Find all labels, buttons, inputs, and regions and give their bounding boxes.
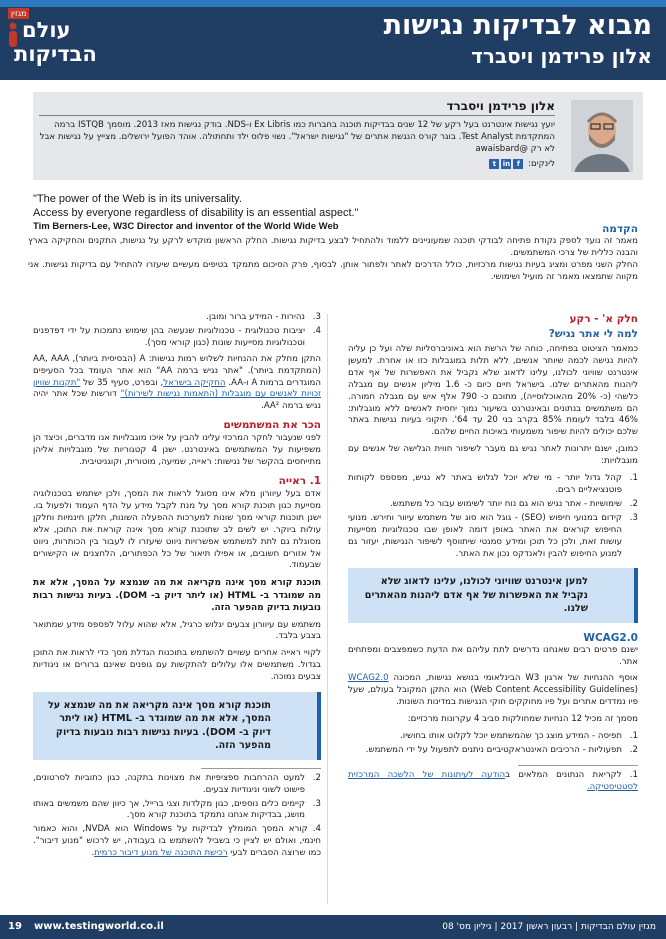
article-header <box>0 0 666 80</box>
quote-line-2: Access by everyone regardless of disability is an essential aspect." <box>33 207 359 219</box>
israel-law-link[interactable]: החקיקה בישראל <box>163 377 226 388</box>
quote-mark-icon <box>277 698 307 732</box>
vision-paragraph-3: לקויי ראייה אחרים עשויים להשתמש בתוכנות הגדלת מסך כדי לראות את התוכן בגדול. משתמשים אלו עלולים להתקשות עם גופנים שאינם ברורים או ניגודיות צבעים נמוכה. <box>33 648 321 683</box>
vision-heading: 1. ראייה <box>278 474 321 487</box>
introduction-section <box>28 222 638 284</box>
pull-quote-callout <box>348 568 638 622</box>
logo-magazine-tag: מגזין <box>8 8 29 19</box>
wcag-paragraph-1: ישנם פרטים רבים שאנחנו נדרשים לתת עליהם את הדעת כשמפצבים ומפתחים אתר. <box>348 644 638 667</box>
background-paragraph-1: כמאמר הציטוט בפתיחה, כוחה של הרשת הוא באוניברסליות שלה ועל כן עליה להיות נגישה לכמה שיותר אנשים, ללא תלות במוגבלות כזו או אחרת. למעשן אינטרנט שוויוני לכולנו, עלינו לדאוג שלא נקביל את האפשרות של אף אדם ליהנות מהאתרים שלנו. בישראל חיים כיום כ- 1.6 מיליון אנשים עם מגבלה כלשהי (כ- 20% מהאוכלוסייה), מתוכם כ- 790 אלף איש עם מגבלה חמורה. הם משתמשים בנתונים ובאינטרנט בשיעור נמוך יחסית לאנשים ללא מוגבלות: 46% בלבד לעומת 85% בקרב בני 20 עד 64'. תיקוני בעיות נגישות באתר שלכם יכולים להיות שיפור משמעותי באיכות החיים שלהם. <box>348 344 639 438</box>
author-portrait-icon <box>571 100 633 172</box>
callout-text: תוכנת קורא מסך אינה מקריאה את מה שנמצא על המסך, אלא את מה שמוגדר ב- HTML (או ליתר דיוק ב- DOM). בעיות נגישות רבות נובעות בדיוק מהפער הזה. <box>47 700 271 752</box>
list-item: 3. קידום במנועי חיפוש (SEO) - גוגל הוא סוג של משתמש עיוור וחירש. מנועי החיפוש קוראים את האתר באופן דומה לאופן שבו טכנולוגיות מסייעות עושות זאת, ולכן כל תוכן ומידע סמנטי שיתווסף לשיפור הנגישות, יעזור גם למנוע החיפוש להבין ולאנדקס נכון את האתר. <box>348 512 638 559</box>
page-number: 19 <box>8 921 22 932</box>
column-divider <box>327 314 328 904</box>
principles-list-continued <box>33 312 321 350</box>
vision-paragraph-2: משתמש עם עיוורון צבעים יגלוש כרגיל, אלא שהוא עלול לפספס מידע שמתואר בצבע בלבד. <box>33 619 321 642</box>
page-footer <box>0 915 666 939</box>
footnote-3: 3. קיימים כלים נוספים, כגון מקלדות וצגי ברייל, אך כיוון שהם משמשים באותו מושג, בבדיקות אנחנו נתמקד בתוכנת קורא מסך. <box>33 798 321 821</box>
wcag-link[interactable]: WCAG2.0 <box>348 673 389 684</box>
list-item: 2. תפעוליות - הרכיבים האינטראקטיביים ניתנים לתפעול על ידי המשתמש. <box>365 744 638 755</box>
wcag-heading: WCAG2.0 <box>583 631 638 644</box>
logo-line-2: הבדיקות <box>14 42 97 66</box>
footnote-link[interactable]: הודעה לעיתונות של הלשכה המרכזית לסטטיסטיקה. <box>348 769 638 792</box>
footnote-1: 1. לקריאת הנתונים המלאים בהודעה לעיתונות של הלשכה המרכזית לסטטיסטיקה. <box>348 769 638 792</box>
list-item: 1. תפיסה - המידע מוצג כך שהמשתמש יוכל לקלוט אותו בחושיו. <box>400 731 638 742</box>
levels-paragraph: התקן מחלק את ההנחיות לשלוש רמות נגישות: A (הבסיסית ביותר), AA, AAA (המתקדמת ביותר). "אתר נגיש ברמה AA" הוא אתר העומד בכל הסעיפים המוגדרים ברמות A ו-AA. החקיקה בישראל, ובפרט, סעיף 35 של "תקנות שוויון זכויות לאנשים עם מוגבלות (התאמות נגישות לשירות)" דורשות שכל אתר יהיה נגיש ברמה AA². <box>33 353 322 412</box>
list-item: 4. יציבות טכנולוגית - טכנולוגיות שנעשה בהן שימוש נתמכות על ידי דפדפנים וטכנולוגיות מסייעות שונות (כגון קוראי מסך). <box>33 325 321 348</box>
list-item: 3. נהירות - המידע ברור ומובן. <box>206 312 321 322</box>
magazine-logo[interactable] <box>4 6 96 74</box>
benefits-list <box>348 473 638 560</box>
left-column <box>33 312 321 865</box>
vision-bold-paragraph: תוכנת קורא מסך אינה מקריאה את מה שנמצא על המסך, אלא את מה שמוגדר ב- HTML (או ליתר דיוק ב- DOM). בעיות נגישות רבות נובעות בדיוק מהפער הזה. <box>33 578 322 614</box>
users-paragraph: לפני שנעבור לחקר המרכזי עלינו להבין על איכו מוגבלויות אנו מדברים, וכיצד הן משפיעות על המשתמשים באינטרנט. ישנן 4 קטגוריות של מוגבלויות אליהן מתייחסים בהקשר של נגישות: ראייה, שמיעה, מוטורית, וקוגניטיבית. <box>33 433 322 468</box>
header-accent-strip <box>0 0 666 7</box>
linkedin-icon[interactable]: in <box>502 159 511 168</box>
wcag-paragraph-2: אוסף ההנחיות של ארגון W3 הבינלאומי בנושא נגישות, המכונה WCAG2.0 (Web Content Accessibility Guidelines) הוא התקן המקובל בעולם, שעל פיו נמדדים אתרים ועל פיו מחוקקים חוקי הנגישות במדינות השונות. <box>348 673 639 708</box>
pull-quote-callout <box>33 692 321 760</box>
why-accessible-heading: למה לי אתר נגיש? <box>548 328 638 340</box>
twitter-icon[interactable]: t <box>489 159 499 169</box>
profile-divider <box>39 115 555 116</box>
intro-paragraph-2: החלק השני מפרט ומציג בעיות נגישות מרכזיות, כולל הדרכים לאתר ולפתור אותן. לבסוף, פרק הסיכום מתמקד בטיפים מעשיים שיעזרו להתחיל עם בדיקות נגישות. אני מקווה שתמצאו מאמר זה מועיל ושימושי. <box>28 259 638 282</box>
regulations-link[interactable]: "תקנות שוויון זכויות לאנשים עם מוגבלות (התאמות נגישות לשירות)" <box>33 377 321 400</box>
background-paragraph-2: כמובן, ישנם יתרונות לאתר נגיש גם מעבר לשיפור חווית הגלישה של אנשים עם מוגבלויות: <box>348 444 638 467</box>
wcag-paragraph-3: מסמך זה מכיל 12 הנחיות שמחולקות סביב 4 עקרונות מרכזיים: <box>407 714 638 725</box>
footnote-2: 2. למעט ההרחבות ספציפיות את מצוינות בתקנה, כגון כתוביות לסרטונים, פישוט לשוני וניגודיות צבעים. <box>33 772 321 795</box>
facebook-icon[interactable]: f <box>513 159 523 169</box>
author-bio: יועץ נגישות אינטרנט בעל רקע של 12 שנים בבדיקות תוכנה בחברות כמו Ex Libris ו-NDS. בודק נגישות מאז 2013. מוסמך ISTQB ברמה המתקדמת Test Analyst. בוגר קורס הנגשת אתרים של "נגישות ישראל". נשוי פלוס ילד ותחתולה. אוהד הפועל ירושלים. מצייץ על נגישות אבל לא רק @awaisbard <box>39 120 555 155</box>
links-label: לינקים: <box>528 159 555 169</box>
principles-list <box>348 731 638 757</box>
author-photo <box>571 100 633 172</box>
intro-paragraph-1: מאמר זה נועד לספק נקודת פתיחה לבודקי תוכנה שמעוניינים ללמוד ולהתחיל לבצע בדיקות נגישות. החלק הראשון מוקדש לרקע על נגישות, התקנים והחקיקה בארץ והבנה כללית של צרכי המשתמשים. <box>28 236 638 258</box>
website-link[interactable]: www.testingworld.co.il <box>34 921 164 932</box>
list-item: 2. שימושיות - אתר נגיש הוא גם נוח יותר לשימוש עבור כל משתמש. <box>389 498 638 509</box>
article-author: אלון פרידמן ויסברד <box>471 44 652 68</box>
right-column <box>348 312 638 799</box>
footnote-divider <box>518 765 638 766</box>
users-heading: הכר את המשתמשים <box>223 419 321 432</box>
logo-line-1: עולם <box>22 18 71 42</box>
author-links <box>489 158 555 170</box>
author-profile <box>33 92 643 180</box>
part-a-heading: חלק א' - רקע <box>569 313 638 325</box>
author-name: אלון פרידמן ויסברד <box>446 99 555 113</box>
intro-heading: הקדמה <box>602 223 638 235</box>
footnote-divider <box>201 768 321 769</box>
speech-engine-link[interactable]: רכישת התוכנה של מנוע דיבור כרמית <box>94 848 228 859</box>
quote-mark-icon <box>594 574 624 608</box>
footnote-4: 4. קורא המסך המומלץ לבדיקות על Windows הוא NVDA, והוא כאמור חינמי, ואולם יש לציין כי בשביל להשתמש בו בעבודה, יש לרכוש "מנוע דיבור". כמו שרוצה הסברים לבעי רכישת התוכנה של מנוע דיבור כרמית. <box>33 824 321 859</box>
quote-line-1: "The power of the Web is in its universality. <box>33 193 242 205</box>
vision-paragraph-1: אדם בעל עיוורון מלא אינו מסוגל לראות את המסך, ולכן ישתמש בטכנולוגיה מסייעת כגון תוכנת קורא מסך על מנת לקבל מידע על הדף העמוד ולפעול בו. ישנן תוכנות קוראי מסך שונות למערכות ההפעלה השונות, חלקן חינמיות וחלקן עולות ביוקר. יש לשים לב שתוכנת קורא מסך אינה קוראת את התוכן, אלא מסוגלת גם לתת למשתמש אפשרויות ניווט שיעזרו לו לעבור בין הכותרות, ניווט אל אזורים חשובים, או אפילו תיאור של כל הכפתורים, הלחצנים או הקישורים שבעמוד. <box>33 488 321 571</box>
callout-text: למען אינטרנט שוויוני לכולנו, עלינו לדאוג שלא נקביל את האפשרות של אף אדם ליהנות מהאתרים שלנו. <box>364 576 588 615</box>
quote-attribution: Tim Berners-Lee, W3C Director and inventor of the World Wide Web <box>33 221 339 232</box>
article-title: מבוא לבדיקות נגישות <box>383 10 652 41</box>
list-item: 1. קהל גדול יותר - מי שלא יוכל לגלוש באתר לא נגיש, מפספס לקוחות פוטנציאליים רבים. <box>348 473 638 495</box>
publication-info: מגזין עולם הבדיקות | רבעון ראשון 2017 | גיליון מס' 08 <box>442 922 656 932</box>
